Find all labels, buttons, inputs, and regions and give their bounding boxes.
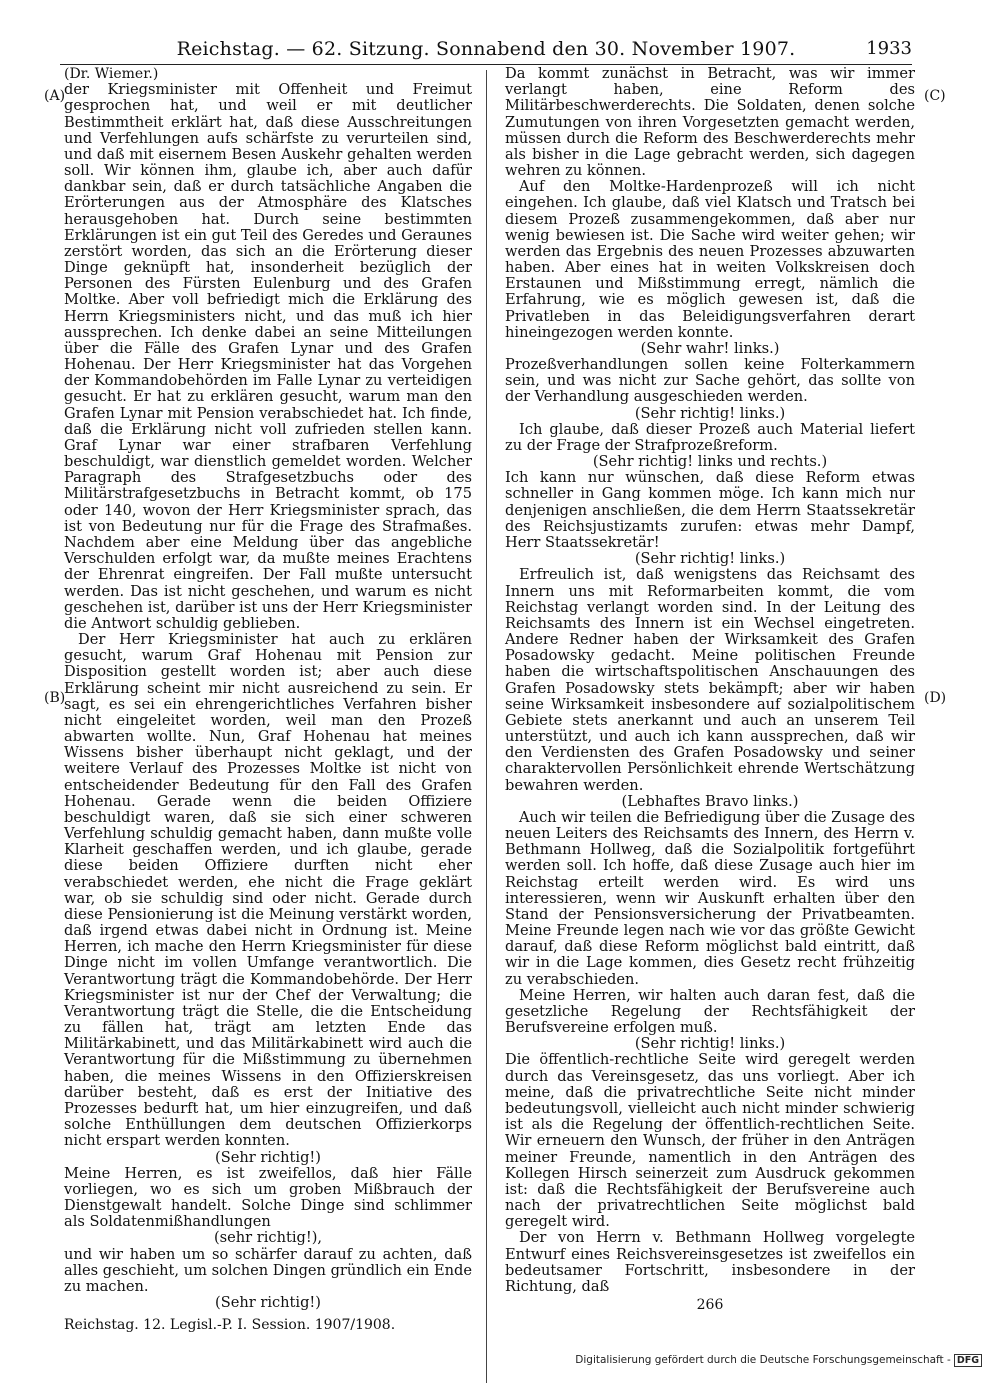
paragraph: Erfreulich ist, daß wenigstens das Reichsamt des Innern uns mit Reformarbeiten kommt, die vom Reichstag verlangt worden sind. In der Leitung des Reichsamts des Innern ist ein Wechsel eingetreten. Andere Redner haben der Wirksamkeit des Grafen Posadowsky gedacht. Meine politischen Freunde haben die wirtschaftspolitischen Anschauungen des Grafen Posadowsky stets bekämpft; aber wir haben seine Wirksamkeit insbesondere auf sozialpolitischem Gebiete stets anerkannt und auch an unserem Teil unterstützt, und auch ich kann aussprechen, daß wir den Verdiensten des Grafen Posadowsky und seiner charaktervollen Persönlichkeit ehrende Wertschätzung bewahren werden. [505,566,915,794]
funding-note [575,1354,982,1367]
paragraph: und wir haben um so schärfer darauf zu achten, daß alles geschieht, um solchen Dingen gründlich ein Ende zu machen. [64,1245,472,1295]
paragraph: Der von Herrn v. Bethmann Hollweg vorgelegte Entwurf eines Reichsvereinsgesetzes ist zweifellos ein bedeutsamer Fortschritt, insbesondere in der Richtung, daß [505,1229,915,1295]
margin-mark-c: (C) [924,88,946,104]
interjection: (Sehr richtig! links.) [634,404,786,422]
paragraph: Auch wir teilen die Befriedigung über die Zusage des neuen Leiters des Reichsamts des Innern, des Herrn v. Bethmann Hollweg, daß die Sozialpolitik fortgeführt werden soll. Ich hoffe, daß diese Zusage auch hier im Reichstag erteilt werden wird. Es wird uns interessieren, wenn wir Auskunft erhalten über den Stand der Pensionsversicherung der Privatbeamten. Meine Freunde legen nach wie vor das größte Gewicht darauf, daß diese Reform möglichst bald eintritt, daß wir in die Lage kommen, dies Gesetz recht frühzeitig zu verabschieden. [505,808,915,988]
paragraph: Ich glaube, daß dieser Prozeß auch Material liefert zu der Frage der Strafprozeßreform. [505,420,915,454]
interjection: (Sehr richtig!) [215,1294,321,1312]
speaker-label: (Dr. Wiemer.) [64,66,159,82]
running-header [60,36,912,65]
interjection: (Sehr richtig! links.) [634,1035,786,1053]
right-paragraphs [505,66,915,1295]
header-title: Reichstag. — 62. Sitzung. Sonnabend den 30. November 1907. [176,38,796,60]
interjection: (Sehr richtig! links und rechts.) [592,453,828,471]
paragraph: Ich kann nur wünschen, daß diese Reform etwas schneller in Gang kommen möge. Ich kann mich nur denjenigen anschließen, die dem Herrn Staatssekretär des Reichsjustizamts zurufen: etwas mehr Dampf, Herr Staatssekretär! [505,469,915,551]
interjection: (Sehr richtig! links.) [634,550,786,568]
dfg-logo: DFG [954,1354,982,1367]
left-paragraphs [64,82,472,1311]
right-column [505,66,915,1313]
margin-mark-b: (B) [44,690,66,706]
signature-number: 266 [696,1297,724,1314]
paragraph: Meine Herren, es ist zweifellos, daß hier Fälle vorliegen, wo es sich um groben Mißbrauch der Dienstgewalt handelt. Solche Dinge sind schlimmer als Soldatenmißhandlungen [64,1164,472,1231]
margin-mark-d: (D) [924,690,947,706]
funding-note-text: Digitalisierung gefördert durch die Deutsche Forschungsgemeinschaft - [575,1354,951,1366]
margin-mark-a: (A) [44,88,66,104]
paragraph: Meine Herren, wir halten auch daran fest, daß die gesetzliche Regelung der Rechtsfähigkeit der Berufsvereine erfolgen muß. [505,986,915,1037]
interjection: (Sehr richtig!) [215,1148,321,1166]
paragraph: Prozeßverhandlungen sollen keine Folterkammern sein, und was nicht zur Sache gehört, das sollte von der Verhandlung ausgeschieden werden. [505,356,915,406]
interjection: (Sehr wahr! links.) [640,339,780,357]
column-divider [486,70,487,1383]
session-footer: Reichstag. 12. Legisl.-P. I. Session. 1907/1908. [64,1317,396,1334]
paragraph: Der Herr Kriegsminister hat auch zu erklären gesucht, warum Graf Hohenau mit Pension zur Disposition gestellt worden ist; aber auch diese Erklärung scheint mir nicht ausreichend zu sein. Er sagt, es sei ein ehrengerichtliches Verfahren bisher nicht eingeleitet worden, weil man den Prozeß abwarten wollte. Nun, Graf Hohenau hat meines Wissens bisher überhaupt nicht geklagt, und der weitere Verlauf des Prozesses Moltke ist nicht von entscheidender Bedeutung für den Fall des Grafen Hohenau. Gerade wenn die beiden Offiziere beschuldigt waren, daß sie sich einer schweren Verfehlung schuldig gemacht haben, dann mußte volle Klarheit geschaffen werden, und ich glaube, gerade diese beiden Offiziere durften nicht eher verabschiedet werden, ehe nicht die Frage geklärt war, ob sie schuldig sind oder nicht. Gerade durch diese Pensionierung ist die Meinung verstärkt worden, daß irgend etwas dabei nicht in Ordnung ist. Meine Herren, ich mache den Herrn Kriegsminister für diese Dinge nicht im vollen Umfange verantwortlich. Die Verantwortung trägt die Kommandobehörde. Der Herr Kriegsminister ist nur der Chef der Verwaltung; die Verantwortung trägt die Stelle, die die Entscheidung zu fällen hat, trägt am letzten Ende das Militärkabinett, und das Militärkabinett wird auch die Verantwortung für die Mißstimmung zu übernehmen haben, die meines Wissens in den Offizierskreisen darüber besteht, daß es erst der Initiative des Prozesses bedurft hat, um hier einzugreifen, und daß solche Enthüllungen dem deutschen Offizierkorps nicht erspart werden konnten. [64,631,472,1150]
paragraph: Auf den Moltke-Hardenprozeß will ich nicht eingehen. Ich glaube, daß viel Klatsch und Tratsch bei diesem Prozeß zusammengekommen, daß aber nur wenig bewiesen ist. Die Sache wird weiter gehen; wir werden das Ergebnis des neuen Prozesses abzuwarten haben. Aber eines hat in weiten Volkskreisen doch Erstaunen und Mißstimmung erregt, nämlich die Erfahrung, wie es möglich gewesen ist, daß die Privatleben in das Beleidigungsverfahren derart hineingezogen werden konnte. [505,178,915,341]
left-column [64,66,472,1333]
interjection: (Lebhaftes Bravo links.) [621,792,799,810]
interjection: (sehr richtig!), [213,1229,323,1247]
paragraph: Da kommt zunächst in Betracht, was wir immer verlangt haben, eine Reform des Militärbeschwerderechts. Die Soldaten, denen solche Zumutungen von ihren Vorgesetzten gemacht werden, müssen durch die Reform des Beschwerderechts mehr als bisher in die Lage gebracht werden, sich dagegen wehren zu können. [505,65,915,180]
page-number: 1933 [866,38,912,59]
paragraph: der Kriegsminister mit Offenheit und Freimut gesprochen hat, und weil er mit deutlicher Bestimmtheit erklärt hat, daß diese Ausschreitungen und Verfehlungen aufs schärfste zu verurteilen sind, und daß mit eisernem Besen Auskehr gehalten werden soll. Wir können ihm, glaube ich, aber auch dafür dankbar sein, daß er durch tatsächliche Angaben die Erörterungen aus der Atmosphäre des Klatsches herausgehoben hat. Durch seine bestimmten Erklärungen ist ein gut Teil des Geredes und Geraunes zerstört worden, das sich an die Erörterung dieser Dinge geknüpft hat, insonderheit bezüglich der Personen des Fürsten Eulenburg und des Grafen Moltke. Aber voll befriedigt mich die Erklärung des Herrn Kriegsministers nicht, und das muß ich hier aussprechen. Ich denke dabei an seine Mitteilungen über die Fälle des Grafen Lynar und des Grafen Hohenau. Der Herr Kriegsminister hat das Vorgehen der Kommandobehörden im Falle Lynar zu verteidigen gesucht. Er hat zu erklären gesucht, warum man den Grafen Lynar mit Pension verabschiedet hat. Ich finde, daß die Erklärung nicht voll zufrieden stellen kann. Graf Lynar war einer strafbaren Verfehlung beschuldigt, war dienstlich gemeldet worden. Welcher Paragraph des Strafgesetzbuchs oder des Militärstrafgesetzbuchs in Betracht kommt, ob 175 oder 140, wovon der Herr Kriegsminister sprach, das ist von Bedeutung nur für die Frage des Strafmaßes. Nachdem aber eine Meldung über das angebliche Verschulden erfolgt war, da mußte meines Erachtens der Ehrenrat eingreifen. Der Fall mußte untersucht werden. Das ist nicht geschehen, und warum es nicht geschehen ist, darüber ist uns der Herr Kriegsminister die Antwort schuldig geblieben. [64,81,472,632]
paragraph: Die öffentlich-rechtliche Seite wird geregelt werden durch das Vereinsgesetz, das uns vorliegt. Aber ich meine, daß die privatrechtliche Seite nicht minder bedeutungsvoll, vielleicht auch nicht minder schwierig ist als die Regelung der öffentlich-rechtlichen Seite. Wir erneuern den Wunsch, der früher in den Anträgen meiner Freunde, namentlich in den Anträgen des Kollegen Hirsch seinerzeit zum Ausdruck gekommen ist: daß die Rechtsfähigkeit der Berufsvereine auch nach der privatrechtlichen Seite möglichst bald geregelt wird. [505,1051,915,1231]
